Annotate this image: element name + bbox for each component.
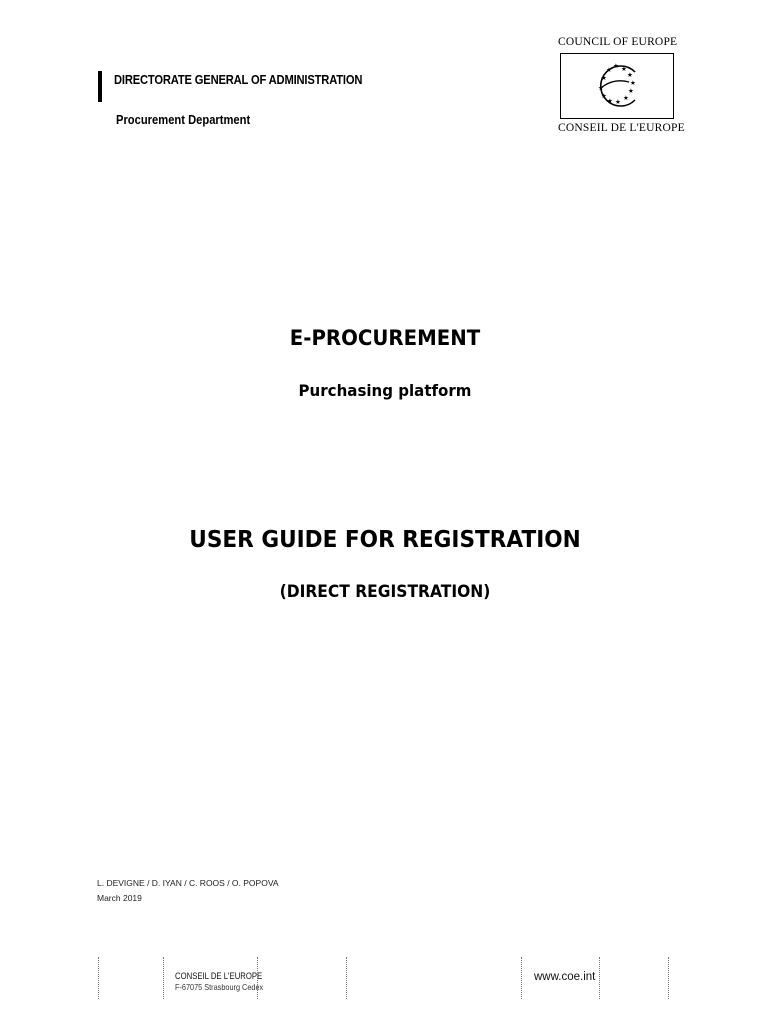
svg-text:★: ★	[630, 79, 636, 87]
footer-website-link[interactable]: www.coe.int	[534, 971, 596, 983]
footer-divider	[257, 957, 258, 999]
footer-address: F-67075 Strasbourg Cedex	[175, 982, 264, 992]
svg-text:★: ★	[621, 65, 627, 73]
document-date: March 2019	[97, 893, 142, 903]
svg-text:★: ★	[601, 92, 607, 100]
svg-text:★: ★	[601, 74, 607, 82]
footer-organization: CONSEIL DE L'EUROPE	[175, 971, 263, 981]
svg-text:★: ★	[623, 94, 629, 102]
council-of-europe-emblem-icon	[561, 54, 673, 118]
logo-bottom-text: CONSEIL DE L'EUROPE	[558, 122, 685, 134]
svg-text:★: ★	[607, 97, 613, 105]
footer-divider	[346, 957, 347, 999]
svg-text:★: ★	[613, 62, 619, 70]
header-accent-bar	[98, 71, 102, 102]
svg-text:★: ★	[627, 71, 633, 79]
svg-text:★: ★	[598, 84, 604, 92]
footer-divider	[163, 957, 164, 999]
svg-text:★: ★	[615, 98, 621, 106]
svg-text:★: ★	[606, 66, 612, 74]
logo-top-text: COUNCIL OF EUROPE	[558, 36, 678, 48]
footer-divider	[668, 957, 669, 999]
document-subtitle: Purchasing platform	[298, 381, 472, 400]
directorate-heading: DIRECTORATE GENERAL OF ADMINISTRATION	[114, 72, 363, 87]
emblem-box	[560, 53, 674, 119]
footer-divider	[521, 957, 522, 999]
footer-divider	[599, 957, 600, 999]
svg-text:★: ★	[628, 87, 634, 95]
document-title: E-PROCUREMENT	[289, 326, 481, 350]
footer-divider	[98, 957, 99, 999]
department-heading: Procurement Department	[116, 112, 251, 127]
council-of-europe-logo	[558, 36, 685, 140]
guide-title: USER GUIDE FOR REGISTRATION	[189, 527, 581, 553]
authors-line: L. DEVIGNE / D. IYAN / C. ROOS / O. POPOVA	[97, 878, 279, 888]
guide-subtitle: (DIRECT REGISTRATION)	[279, 582, 491, 601]
